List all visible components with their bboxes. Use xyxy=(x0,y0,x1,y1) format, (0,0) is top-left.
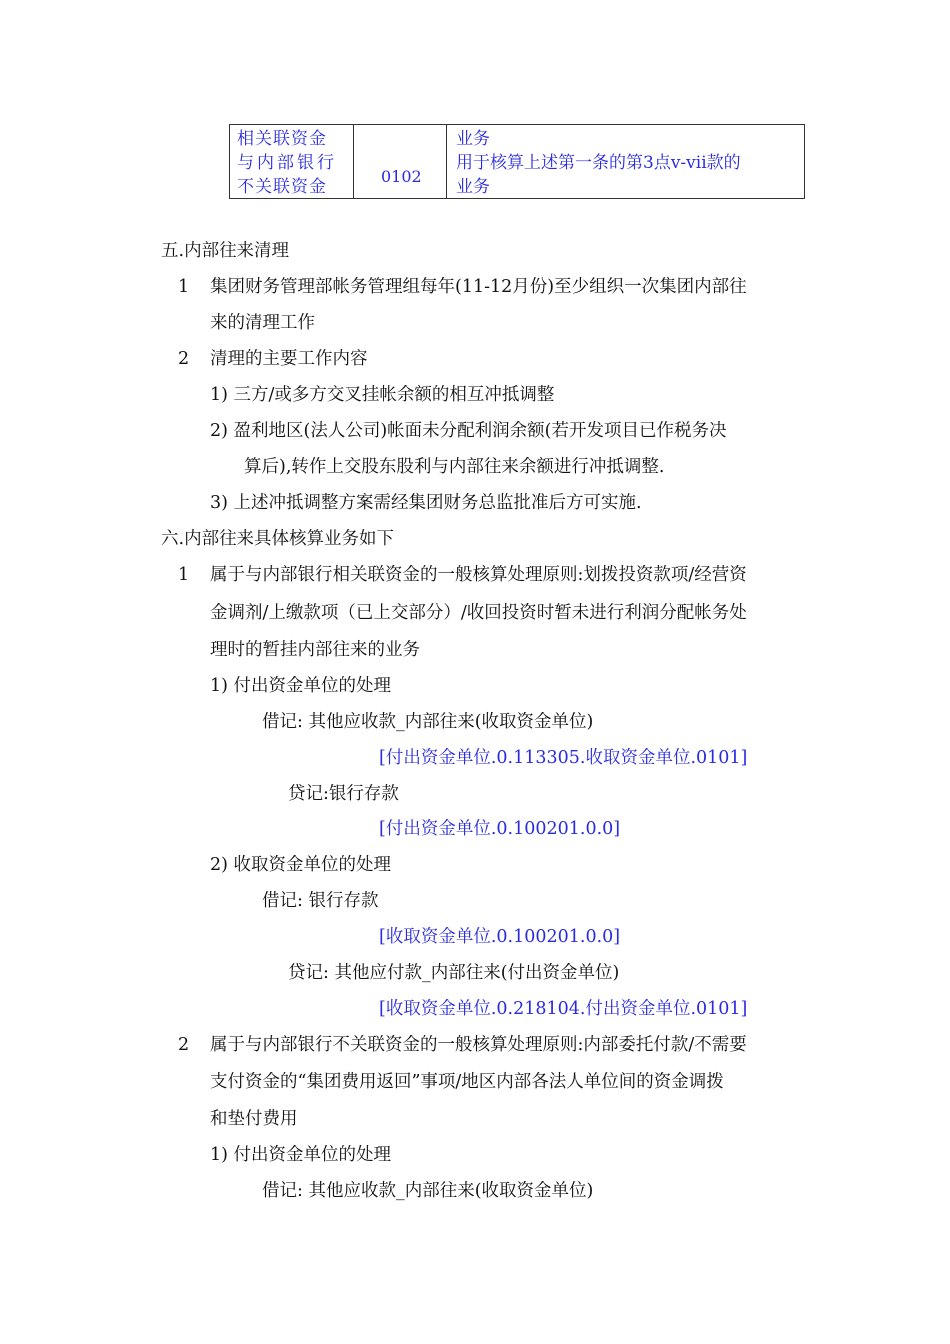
receiver-debit-code: [收取资金单位.0.100201.0.0] xyxy=(379,927,621,947)
table-desc-line: 用于核算上述第一条的第3点v-vii款的 xyxy=(456,153,741,173)
payer-processing-heading-2: 1) 付出资金单位的处理 xyxy=(210,1145,392,1165)
table-name-line: 相关联资金 xyxy=(237,129,327,149)
section-6-item-1-text: 属于与内部银行相关联资金的一般核算处理原则:划拨投资款项/经营资 xyxy=(210,565,747,585)
payer-debit-code: [付出资金单位.0.113305.收取资金单位.0101] xyxy=(379,748,748,768)
section-6-item-1-text: 金调剂/上缴款项（已上交部分）/收回投资时暂未进行利润分配帐务处 xyxy=(210,603,747,623)
section-6-item-2-text: 属于与内部银行不关联资金的一般核算处理原则:内部委托付款/不需要 xyxy=(210,1035,747,1055)
section-5-subitem-2-cont: 算后),转作上交股东股利与内部往来余额进行冲抵调整. xyxy=(244,457,665,477)
table-name-line: 与内部银行 xyxy=(237,153,337,173)
receiver-debit-entry: 借记: 银行存款 xyxy=(262,891,379,911)
section-6-item-2-text: 和垫付费用 xyxy=(210,1109,298,1129)
account-table xyxy=(229,124,805,199)
table-cell-desc xyxy=(447,125,804,198)
receiver-credit-code: [收取资金单位.0.218104.付出资金单位.0101] xyxy=(379,999,748,1019)
section-5-heading: 五.内部往来清理 xyxy=(161,241,290,261)
payer-debit-entry-2: 借记: 其他应收款_内部往来(收取资金单位) xyxy=(262,1181,594,1201)
section-5-item-1-number: 1 xyxy=(178,277,190,297)
table-desc-line: 业务 xyxy=(456,129,490,149)
section-5-subitem-3: 3) 上述冲抵调整方案需经集团财务总监批准后方可实施. xyxy=(210,493,642,513)
section-6-item-2-number: 2 xyxy=(178,1035,190,1055)
table-desc-line: 业务 xyxy=(456,177,490,197)
table-code: 0102 xyxy=(381,167,422,186)
payer-credit-code: [付出资金单位.0.100201.0.0] xyxy=(379,819,621,839)
section-5-item-1-text: 集团财务管理部帐务管理组每年(11-12月份)至少组织一次集团内部往 xyxy=(210,277,747,297)
section-6-heading: 六.内部往来具体核算业务如下 xyxy=(161,529,395,549)
table-cell-code xyxy=(354,125,447,198)
table-cell-name xyxy=(230,125,354,198)
payer-debit-entry: 借记: 其他应收款_内部往来(收取资金单位) xyxy=(262,712,594,732)
section-6-item-2-text: 支付资金的“集团费用返回”事项/地区内部各法人单位间的资金调拨 xyxy=(210,1072,724,1092)
section-6-item-1-number: 1 xyxy=(178,565,190,585)
payer-processing-heading: 1) 付出资金单位的处理 xyxy=(210,676,392,696)
section-5-item-2-number: 2 xyxy=(178,349,190,369)
section-5-subitem-1: 1) 三方/或多方交叉挂帐余额的相互冲抵调整 xyxy=(210,385,555,405)
section-5-item-2-text: 清理的主要工作内容 xyxy=(210,349,368,369)
receiver-credit-entry: 贷记: 其他应付款_内部往来(付出资金单位) xyxy=(288,963,620,983)
table-name-line: 不关联资金 xyxy=(237,177,327,197)
section-5-item-1-text: 来的清理工作 xyxy=(210,313,315,333)
receiver-processing-heading: 2) 收取资金单位的处理 xyxy=(210,855,392,875)
section-5-subitem-2: 2) 盈利地区(法人公司)帐面未分配利润余额(若开发项目已作税务决 xyxy=(210,421,727,441)
section-6-item-1-text: 理时的暂挂内部往来的业务 xyxy=(210,640,420,660)
payer-credit-entry: 贷记:银行存款 xyxy=(288,784,399,804)
